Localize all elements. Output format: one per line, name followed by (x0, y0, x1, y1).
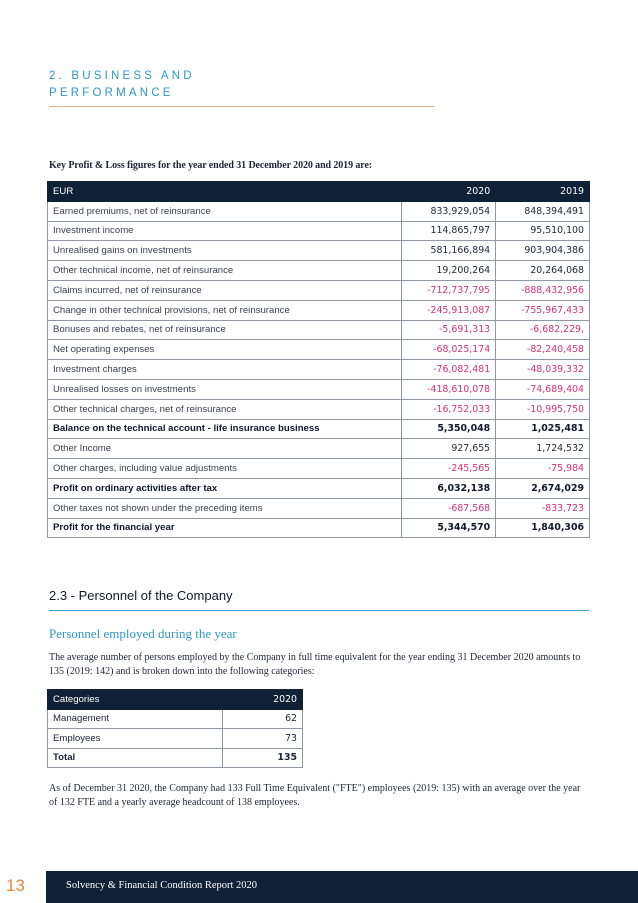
category-label: Management (48, 709, 223, 729)
value-2019: 903,904,386 (496, 241, 590, 261)
table-row (48, 340, 590, 360)
table-row-subtotal (48, 419, 590, 439)
value-2020: -68,025,174 (402, 340, 496, 360)
value-2020: -712,737,795 (402, 280, 496, 300)
pl-header-row (48, 182, 590, 202)
row-label: Other technical charges, net of reinsurance (48, 399, 402, 419)
value-2020: 114,865,797 (402, 221, 496, 241)
value-2019: -6,682,229, (496, 320, 590, 340)
table-row (48, 399, 590, 419)
section-title-line2: PERFORMANCE (49, 87, 174, 99)
value-2019: -755,967,433 (496, 300, 590, 320)
page-number: 13 (6, 876, 25, 895)
categories-table (47, 689, 303, 768)
value-2020: -5,691,313 (402, 320, 496, 340)
value-2019: -10,995,750 (496, 399, 590, 419)
value-2019: -833,723 (496, 498, 590, 518)
value-2019: 1,724,532 (496, 439, 590, 459)
row-label: Other Income (48, 439, 402, 459)
row-label: Unrealised losses on investments (48, 379, 402, 399)
pl-header-eur: EUR (48, 182, 402, 202)
value-2020: -245,913,087 (402, 300, 496, 320)
value-2020: 927,655 (402, 439, 496, 459)
value-2020: 19,200,264 (402, 261, 496, 281)
table-row-total (48, 748, 303, 768)
value-2019: 848,394,491 (496, 201, 590, 221)
table-row (48, 241, 590, 261)
row-label: Investment charges (48, 360, 402, 380)
table-row (48, 360, 590, 380)
row-label: Claims incurred, net of reinsurance (48, 280, 402, 300)
section-title-rule (49, 106, 435, 107)
category-value: 73 (223, 729, 303, 749)
pl-header-2020: 2020 (402, 182, 496, 202)
personnel-subtitle: Personnel employed during the year (49, 626, 237, 641)
value-2020: -418,610,078 (402, 379, 496, 399)
row-label: Other taxes not shown under the preceding items (48, 498, 402, 518)
value-2020: -16,752,033 (402, 399, 496, 419)
value-2020: 5,350,048 (402, 419, 496, 439)
categories-header-row (48, 690, 303, 710)
personnel-paragraph-2: As of December 31 2020, the Company had 133 Full Time Equivalent ("FTE") employees (2019: 135) with an average over the year of 132 FTE and a yearly average headcount of 138 employees. (49, 783, 581, 808)
row-label: Unrealised gains on investments (48, 241, 402, 261)
value-2019: -888,432,956 (496, 280, 590, 300)
category-label: Employees (48, 729, 223, 749)
value-2020: -687,568 (402, 498, 496, 518)
table-row (48, 729, 303, 749)
section-title-line1: 2. BUSINESS AND (49, 70, 195, 82)
value-2019: -75,984 (496, 459, 590, 479)
table-row (48, 201, 590, 221)
row-label: Other technical income, net of reinsurance (48, 261, 402, 281)
row-label: Change in other technical provisions, net of reinsurance (48, 300, 402, 320)
value-2019: 2,674,029 (496, 478, 590, 498)
value-2019: 95,510,100 (496, 221, 590, 241)
row-label: Profit for the financial year (48, 518, 402, 538)
table-row (48, 280, 590, 300)
category-value: 135 (223, 748, 303, 768)
category-value: 62 (223, 709, 303, 729)
row-label: Earned premiums, net of reinsurance (48, 201, 402, 221)
value-2020: 833,929,054 (402, 201, 496, 221)
row-label: Investment income (48, 221, 402, 241)
row-label: Net operating expenses (48, 340, 402, 360)
value-2020: 5,344,570 (402, 518, 496, 538)
pl-header-2019: 2019 (496, 182, 590, 202)
section-title (49, 68, 309, 102)
table-row (48, 459, 590, 479)
value-2020: 6,032,138 (402, 478, 496, 498)
personnel-section-rule (49, 610, 589, 611)
report-title: Solvency & Financial Condition Report 2020 (66, 880, 258, 891)
profit-loss-table (47, 181, 590, 538)
table-row (48, 709, 303, 729)
value-2019: -82,240,458 (496, 340, 590, 360)
table-row (48, 261, 590, 281)
row-label: Balance on the technical account - life insurance business (48, 419, 402, 439)
personnel-section-title: 2.3 - Personnel of the Company (49, 588, 233, 603)
table-row (48, 320, 590, 340)
value-2019: 1,025,481 (496, 419, 590, 439)
table-row (48, 498, 590, 518)
value-2019: 20,264,068 (496, 261, 590, 281)
row-label: Bonuses and rebates, net of reinsurance (48, 320, 402, 340)
value-2020: 581,166,894 (402, 241, 496, 261)
row-label: Other charges, including value adjustments (48, 459, 402, 479)
table-row-subtotal (48, 478, 590, 498)
value-2019: -48,039,332 (496, 360, 590, 380)
table-row-total (48, 518, 590, 538)
value-2019: 1,840,306 (496, 518, 590, 538)
value-2020: -245,565 (402, 459, 496, 479)
categories-header-label: Categories (48, 690, 223, 710)
table-row (48, 221, 590, 241)
pl-caption: Key Profit & Loss figures for the year ended 31 December 2020 and 2019 are: (49, 160, 373, 171)
categories-header-2020: 2020 (223, 690, 303, 710)
value-2020: -76,082,481 (402, 360, 496, 380)
table-row (48, 379, 590, 399)
row-label: Profit on ordinary activities after tax (48, 478, 402, 498)
page-number-box (0, 871, 46, 903)
table-row (48, 439, 590, 459)
value-2019: -74,689,404 (496, 379, 590, 399)
table-row (48, 300, 590, 320)
category-label: Total (48, 748, 223, 768)
personnel-paragraph-1: The average number of persons employed by the Company in full time equivalent for the year ending 31 December 2020 amounts to 135 (2019: 142) and is broken down into the following categories: (49, 652, 581, 677)
page-footer (0, 871, 638, 903)
